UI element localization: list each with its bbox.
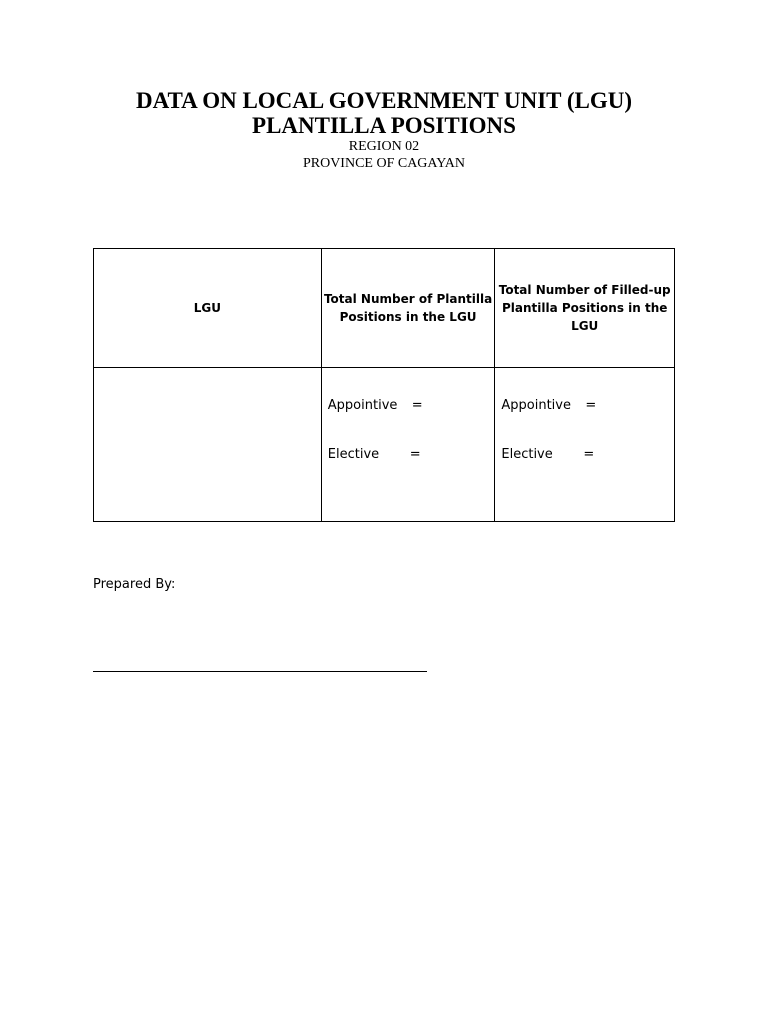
page-title-line-2: PLANTILLA POSITIONS xyxy=(252,113,516,138)
elective-equals: = xyxy=(583,447,595,462)
total-positions-cell xyxy=(321,368,495,522)
prepared-by-label: Prepared By: xyxy=(93,577,176,592)
filled-appointive-entry xyxy=(501,398,674,418)
signature-line xyxy=(93,671,427,672)
total-elective-entry xyxy=(328,447,495,467)
lgu-cell xyxy=(94,368,322,522)
column-header-total-positions: Total Number of Plantilla Positions in the LGU xyxy=(321,249,495,368)
total-appointive-entry xyxy=(328,398,495,418)
appointive-equals: = xyxy=(411,398,423,413)
province-label: PROVINCE OF CAGAYAN xyxy=(302,156,466,171)
elective-equals: = xyxy=(409,447,421,462)
column-header-lgu: LGU xyxy=(94,249,322,368)
appointive-label: Appointive xyxy=(501,398,571,413)
filled-positions-cell xyxy=(495,368,675,522)
column-header-filled-positions: Total Number of Filled-up Plantilla Positions in the LGU xyxy=(495,249,675,368)
table-header-row xyxy=(94,249,675,368)
appointive-equals: = xyxy=(585,398,597,413)
elective-label: Elective xyxy=(501,447,553,462)
elective-label: Elective xyxy=(327,447,380,462)
plantilla-table xyxy=(93,248,675,522)
table-row xyxy=(94,368,675,522)
page-title-line-1: DATA ON LOCAL GOVERNMENT UNIT (LGU) xyxy=(135,88,633,113)
appointive-label: Appointive xyxy=(327,398,398,413)
region-label: REGION 02 xyxy=(348,139,420,154)
filled-elective-entry xyxy=(501,447,674,467)
